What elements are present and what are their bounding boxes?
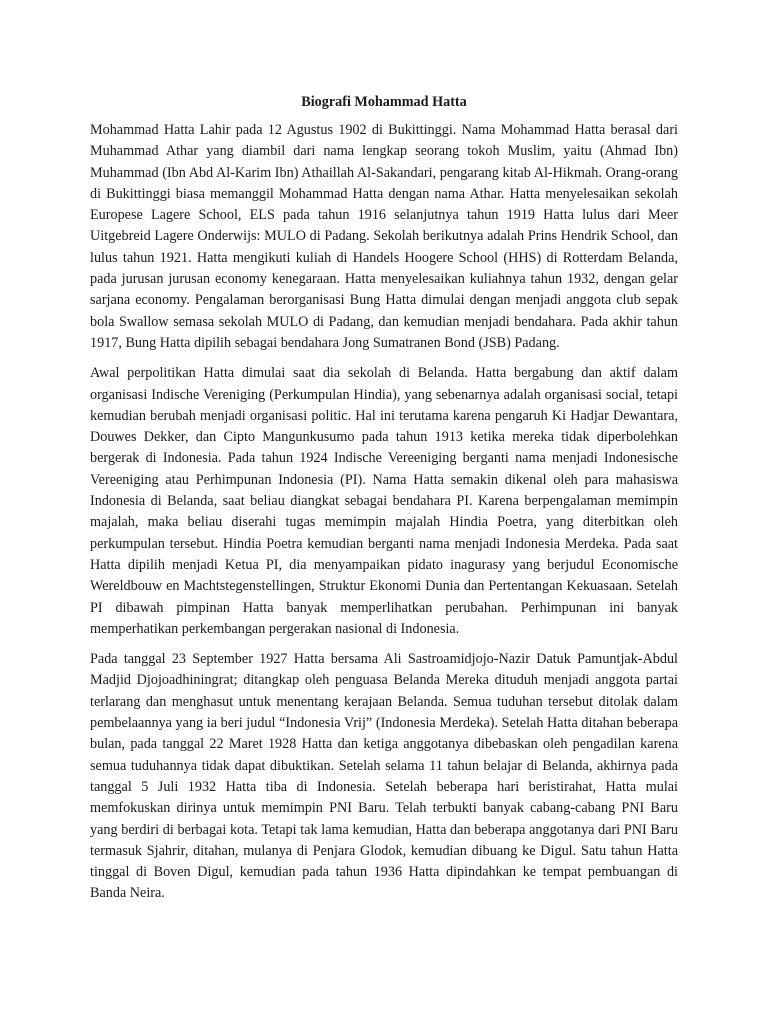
paragraph-1: Mohammad Hatta Lahir pada 12 Agustus 1902 di Bukittinggi. Nama Mohammad Hatta berasal dari Muhammad Athar yang diambil dari nama lengkap seorang tokoh Muslim, yaitu (Ahmad Ibn) Muhammad (Ibn Abd Al-Karim Ibn) Athaillah Al-Sakandari, pengarang kitab Al-Hikmah. Orang-orang di Bukittinggi biasa memanggil Mohammad Hatta dengan nama Athar. Hatta menyelesaikan sekolah Europese Lagere School, ELS pada tahun 1916 selanjutnya tahun 1919 Hatta lulus dari Meer Uitgebreid Lagere Onderwijs: MULO di Padang. Sekolah berikutnya adalah Prins Hendrik School, dan lulus tahun 1921. Hatta mengikuti kuliah di Handels Hoogere School (HHS) di Rotterdam Belanda, pada jurusan jurusan economy kenegaraan. Hatta menyelesaikan kuliahnya tahun 1932, dengan gelar sarjana economy. Pengalaman berorganisasi Bung Hatta dimulai dengan menjadi anggota club sepak bola Swallow semasa sekolah MULO di Padang, dan kemudian menjadi bendahara. Pada akhir tahun 1917, Bung Hatta dipilih sebagai bendahara Jong Sumatranen Bond (JSB) Padang. [90, 122, 678, 351]
document-title: Biografi Mohammad Hatta [301, 94, 467, 110]
document-page [90, 90, 678, 914]
paragraph-2: Awal perpolitikan Hatta dimulai saat dia sekolah di Belanda. Hatta bergabung dan aktif dalam organisasi Indische Vereniging (Perkumpulan Hindia), yang sebenarnya adalah organisasi social, tetapi kemudian berubah menjadi organisasi politic. Hal ini terutama karena pengaruh Ki Hadjar Dewantara, Douwes Dekker, dan Cipto Mangunkusumo pada tahun 1913 ketika mereka tidak diperbolehkan bergerak di Indonesia. Pada tahun 1924 Indische Vereeniging berganti nama menjadi Indonesische Vereeniging atau Perhimpunan Indonesia (PI). Nama Hatta semakin dikenal oleh para mahasiswa Indonesia di Belanda, saat beliau diangkat sebagai bendahara PI. Karena berpengalaman memimpin majalah, maka beliau diserahi tugas memimpin majalah Hindia Poetra, yang diterbitkan oleh perkumpulan tersebut. Hindia Poetra kemudian berganti nama menjadi Indonesia Merdeka. Pada saat Hatta dipilih menjadi Ketua PI, dia menyampaikan pidato inagurasy yang berjudul Economische Wereldbouw en Machtstegenstellingen, Struktur Ekonomi Dunia dan Pertentangan Kekuasaan. Setelah PI dibawah pimpinan Hatta banyak memperlihatkan perubahan. Perhimpunan ini banyak memperhatikan perkembangan pergerakan nasional di Indonesia. [90, 365, 678, 637]
paragraph-3: Pada tanggal 23 September 1927 Hatta bersama Ali Sastroamidjojo-Nazir Datuk Pamuntjak-Abdul Madjid Djojoadhiningrat; ditangkap oleh penguasa Belanda Mereka dituduh menjadi anggota partai terlarang dan menghasut untuk menentang kerajaan Belanda. Semua tuduhan tersebut ditolak dalam pembelaannya yang ia beri judul “Indonesia Vrij” (Indonesia Merdeka). Setelah Hatta ditahan beberapa bulan, pada tanggal 22 Maret 1928 Hatta dan ketiga anggotanya dibebaskan oleh pengadilan karena semua tuduhannya tidak dapat dibuktikan. Setelah selama 11 tahun belajar di Belanda, akhirnya pada tanggal 5 Juli 1932 Hatta tiba di Indonesia. Setelah beberapa hari beristirahat, Hatta mulai memfokuskan dirinya untuk memimpin PNI Baru. Telah terbukti banyak cabang-cabang PNI Baru yang berdiri di berbagai kota. Tetapi tak lama kemudian, Hatta dan beberapa anggotanya dari PNI Baru termasuk Sjahrir, ditahan, mulanya di Penjara Glodok, kemudian dibuang ke Digul. Satu tahun Hatta tinggal di Boven Digul, kemudian pada tahun 1936 Hatta dipindahkan ke tempat pembuangan di Banda Neira. [90, 651, 678, 902]
